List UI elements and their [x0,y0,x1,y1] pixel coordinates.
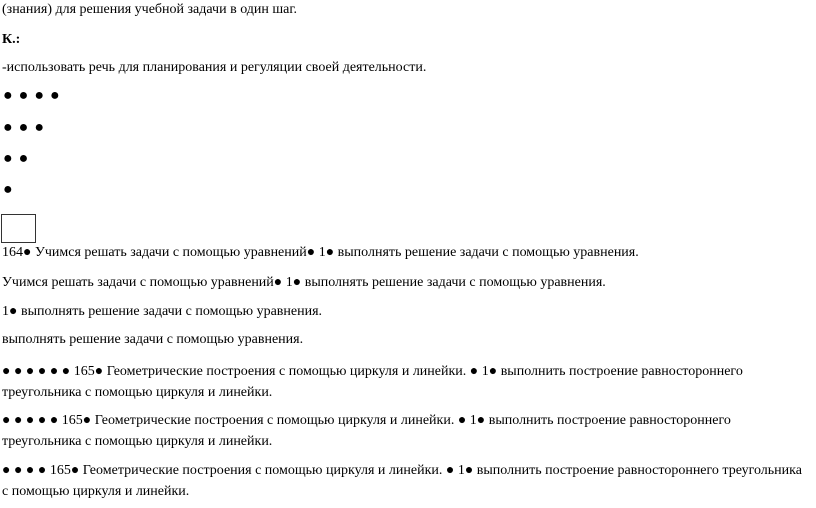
lesson-row: 164● Учимся решать задачи с помощью уравнений● 1● выполнять решение задачи с помощью уравнения. [2,245,639,260]
intro-line: (знания) для решения учебной задачи в один шаг. [2,2,298,17]
lesson-row: выполнять решение задачи с помощью уравнения. [2,332,304,347]
empty-cell-box [1,214,36,243]
bullet-row: ● ● [3,150,30,167]
regulation-line: -использовать речь для планирования и регуляции своей деятельности. [2,60,427,75]
geometry-row: ● ● ● ● ● ● 165● Геометрические построения с помощью циркуля и линейки. ● 1● выполнить построение равностороннего треугольника с помощью циркуля и линейки. [2,364,743,400]
geometry-row: ● ● ● ● ● 165● Геометрические построения с помощью циркуля и линейки. ● 1● выполнить построение равностороннего треугольника с помощью циркуля и линейки. [2,413,731,449]
bullet-row: ● [3,181,14,198]
geometry-row: ● ● ● ● 165● Геометрические построения с помощью циркуля и линейки. ● 1● выполнить построение равностороннего треугольника с помощью циркуля и линейки. [2,463,802,499]
bullet-row: ● ● ● ● [3,87,61,104]
section-heading: К.: [2,32,21,47]
lesson-row: 1● выполнять решение задачи с помощью уравнения. [2,304,323,319]
bullet-row: ● ● ● [3,119,45,136]
lesson-row: Учимся решать задачи с помощью уравнений● 1● выполнять решение задачи с помощью уравнения. [2,275,606,290]
